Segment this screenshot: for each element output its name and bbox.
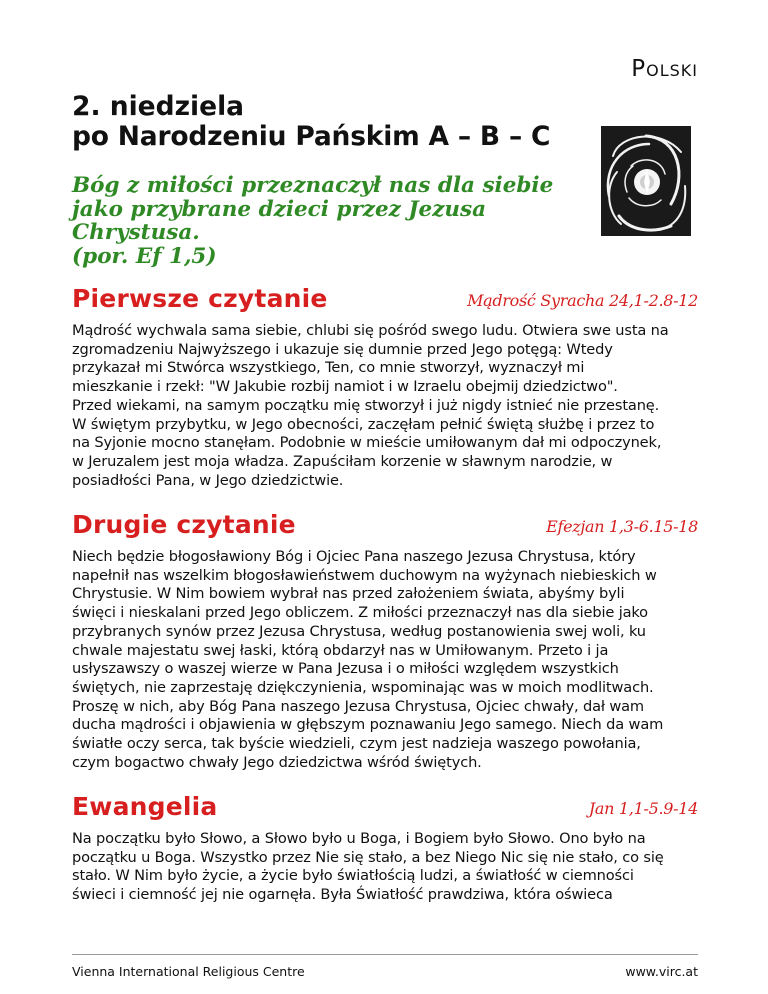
footer-organization: Vienna International Religious Centre: [72, 964, 305, 979]
motto-line-3: (por. Ef 1,5): [72, 243, 217, 269]
section-reference-gospel: Jan 1,1-5.9-14: [588, 799, 698, 818]
motto-line-2: jako przybrane dzieci przez Jezusa Chrystusa.: [72, 196, 487, 245]
section-reference-second-reading: Efezjan 1,3-6.15-18: [546, 517, 698, 536]
language-label: Polski: [631, 56, 698, 82]
footer-divider: [72, 954, 698, 955]
abstract-swirl-artwork-icon: [601, 126, 691, 236]
section-title-second-reading: Drugie czytanie: [72, 510, 296, 539]
section-title-gospel: Ewangelia: [72, 792, 218, 821]
motto-line-1: Bóg z miłości przeznaczył nas dla siebie: [72, 173, 554, 198]
section-text-gospel: Na początku było Słowo, a Słowo było u Boga, i Bogiem było Słowo. Ono było na początku u Boga. Wszystko przez Nie się stało, a bez Niego Nic się nie stało, co się stało. W Nim było życie, a życie było światłością ludzi, a światłość w ciemności świeci i ciemność jej nie ogarnęła. Była Światłość prawdziwa, która oświeca: [72, 830, 664, 904]
motto: [72, 174, 602, 268]
footer-website: www.virc.at: [625, 964, 698, 979]
section-reference-first-reading: Mądrość Syracha 24,1-2.8-12: [467, 291, 698, 310]
page-title: [72, 92, 612, 152]
title-line-1: 2. niedziela: [72, 91, 245, 122]
section-text-first-reading: Mądrość wychwala sama siebie, chlubi się pośród swego ludu. Otwiera swe usta na zgromadzeniu Najwyższego i ukazuje się dumnie przed Jego potęgą: Wtedy przykazał mi Stwórca wszystkiego, Ten, co mnie stworzył, wyznaczył mi mieszkanie i rzekł: "W Jakubie rozbij namiot i w Izraelu obejmij dziedzictwo". Przed wiekami, na samym początku mię stworzył i już nigdy istnieć nie przestanę. W świętym przybytku, w Jego obecności, zaczęłam pełnić świętą służbę i przez to na Syjonie mocno stanęłam. Podobnie w mieście umiłowanym dał mi odpoczynek, w Jeruzalem jest moja władza. Zapuściłam korzenie w sławnym narodzie, w posiadłości Pana, w Jego dziedzictwie.: [72, 322, 669, 489]
section-title-first-reading: Pierwsze czytanie: [72, 284, 328, 313]
section-text-second-reading: Niech będzie błogosławiony Bóg i Ojciec Pana naszego Jezusa Chrystusa, który napełnił nas wszelkim błogosławieństwem duchowym na wyżynach niebieskich w Chrystusie. W Nim bowiem wybrał nas przed założeniem świata, abyśmy byli święci i nieskalani przed Jego obliczem. Z miłości przeznaczył nas dla siebie jako przybranych synów przez Jezusa Chrystusa, według postanowienia swej woli, ku chwale majestatu swej łaski, którą obdarzył nas w Umiłowanym. Przeto i ja usłyszawszy o waszej wierze w Pana Jezusa i o miłości względem wszystkich świętych, nie zaprzestaję dziękczynienia, wspominając was w moich modlitwach. Proszę w nich, aby Bóg Pana naszego Jezusa Chrystusa, Ojciec chwały, dał wam ducha mądrości i objawienia w głębszym poznawaniu Jego samego. Niech da wam światłe oczy serca, tak byście wiedzieli, czym jest nadzieja waszego powołania, czym bogactwo chwały Jego dziedzictwa wśród świętych.: [72, 548, 664, 771]
title-line-2: po Narodzeniu Pańskim A – B – C: [72, 121, 551, 152]
